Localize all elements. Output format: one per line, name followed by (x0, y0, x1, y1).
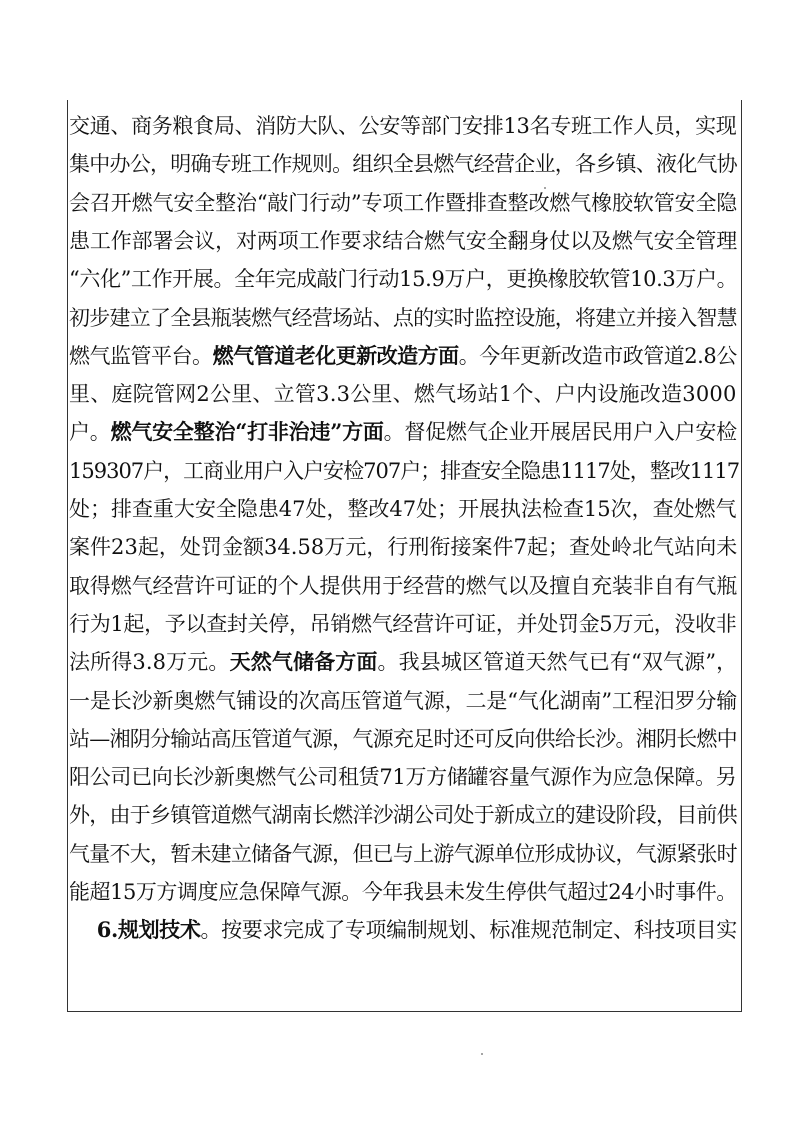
body-text: 站—湘阴分输站高压管道气源，气源充足时还可反向供给长沙。湘阴长燃中 (69, 726, 737, 751)
text-line (69, 414, 737, 450)
bold-heading-text: 燃气安全整治“打非治违”方面 (110, 419, 384, 445)
body-text: 里、庭院管网2公里、立管3.3公里、燃气场站1个、户内设施改造3000 (69, 382, 737, 407)
text-line (69, 874, 737, 910)
text-line (69, 836, 737, 872)
body-text: 阳公司已向长沙新奥燃气公司租赁71万方储罐容量气源作为应急保障。另 (69, 765, 737, 790)
text-line (69, 146, 737, 182)
body-text: 患工作部署会议，对两项工作要求结合燃气安全翻身仗以及燃气安全管理 (69, 228, 738, 253)
body-text: 燃气监管平台。 (69, 343, 213, 368)
body-text: 一是长沙新奥燃气铺设的次高压管道气源，二是“气化湖南”工程汨罗分输 (69, 688, 738, 713)
body-text: 。按要求完成了专项编制规划、标准规范制定、科技项目实 (200, 918, 737, 943)
body-text: 会召开燃气安全整治“敲门行动”专项工作暨排查整改燃气橡胶软管安全隐 (69, 190, 738, 215)
body-text: 行为1起，予以查封关停，吊销燃气经营许可证，并处罚金5万元，没收非 (69, 611, 737, 636)
scan-speck (481, 1053, 483, 1055)
body-text: 。我县城区管道天然气已有“双气源”， (377, 650, 738, 675)
body-text: 。督促燃气企业开展居民用户入户安检 (383, 420, 737, 445)
text-line (69, 606, 737, 642)
body-text: “六化”工作开展。全年完成敲门行动15.9万户，更换橡胶软管10.3万户。 (69, 267, 738, 292)
body-text: 交通、商务粮食局、消防大队、公安等部门安排13名专班工作人员，实现 (69, 114, 737, 138)
scan-speck (544, 187, 546, 189)
body-text: 能超15万方调度应急保障气源。今年我县未发生停供气超过24小时事件。 (69, 880, 737, 904)
body-text: 159307户，工商业用户入户安检707户；排查安全隐患1117处，整改1117 (69, 458, 740, 483)
text-line (69, 568, 737, 604)
text-line (69, 797, 737, 833)
body-text: 初步建立了全县瓶装燃气经营场站、点的实时监控设施，将建立并接入智慧 (69, 305, 737, 330)
text-line (69, 683, 737, 719)
body-text: 气量不大，暂未建立储备气源，但已与上游气源单位形成协议，气源紧张时 (69, 841, 737, 866)
text-line (69, 185, 737, 221)
body-text: 。今年更新改造市政管道2.8公 (458, 343, 737, 368)
body-text: 案件23起，处罚金额34.58万元，行刑衔接案件7起；查处岭北气站向未 (69, 535, 738, 560)
text-line (69, 529, 737, 565)
text-line (69, 300, 737, 336)
body-text: 法所得3.8万元。 (69, 650, 230, 675)
text-line (69, 338, 737, 374)
text-line (69, 261, 737, 297)
text-line (69, 453, 739, 489)
text-line (69, 491, 736, 527)
body-text: 户。 (69, 420, 111, 445)
bold-heading-text: 6.规划技术 (69, 917, 201, 943)
text-line (69, 223, 737, 259)
bold-heading-text: 天然气储备方面 (229, 649, 378, 675)
body-text: 取得燃气经营许可证的个人提供用于经营的燃气以及擅自充装非自有气瓶 (69, 573, 738, 598)
text-line (69, 644, 737, 680)
body-text: 外，由于乡镇管道燃气湖南长燃洋沙湖公司处于新成立的建设阶段，目前供 (69, 803, 737, 828)
text-line (69, 108, 737, 144)
body-text: 处；排查重大安全隐患47处，整改47处；开展执法检查15次，查处燃气 (69, 497, 737, 521)
text-line (69, 376, 737, 412)
text-line (69, 912, 737, 948)
bold-heading-text: 燃气管道老化更新改造方面 (212, 342, 459, 368)
body-text: 集中办公，明确专班工作规则。组织全县燃气经营企业，各乡镇、液化气协 (69, 152, 737, 177)
text-line (69, 759, 737, 795)
text-line (69, 721, 737, 757)
